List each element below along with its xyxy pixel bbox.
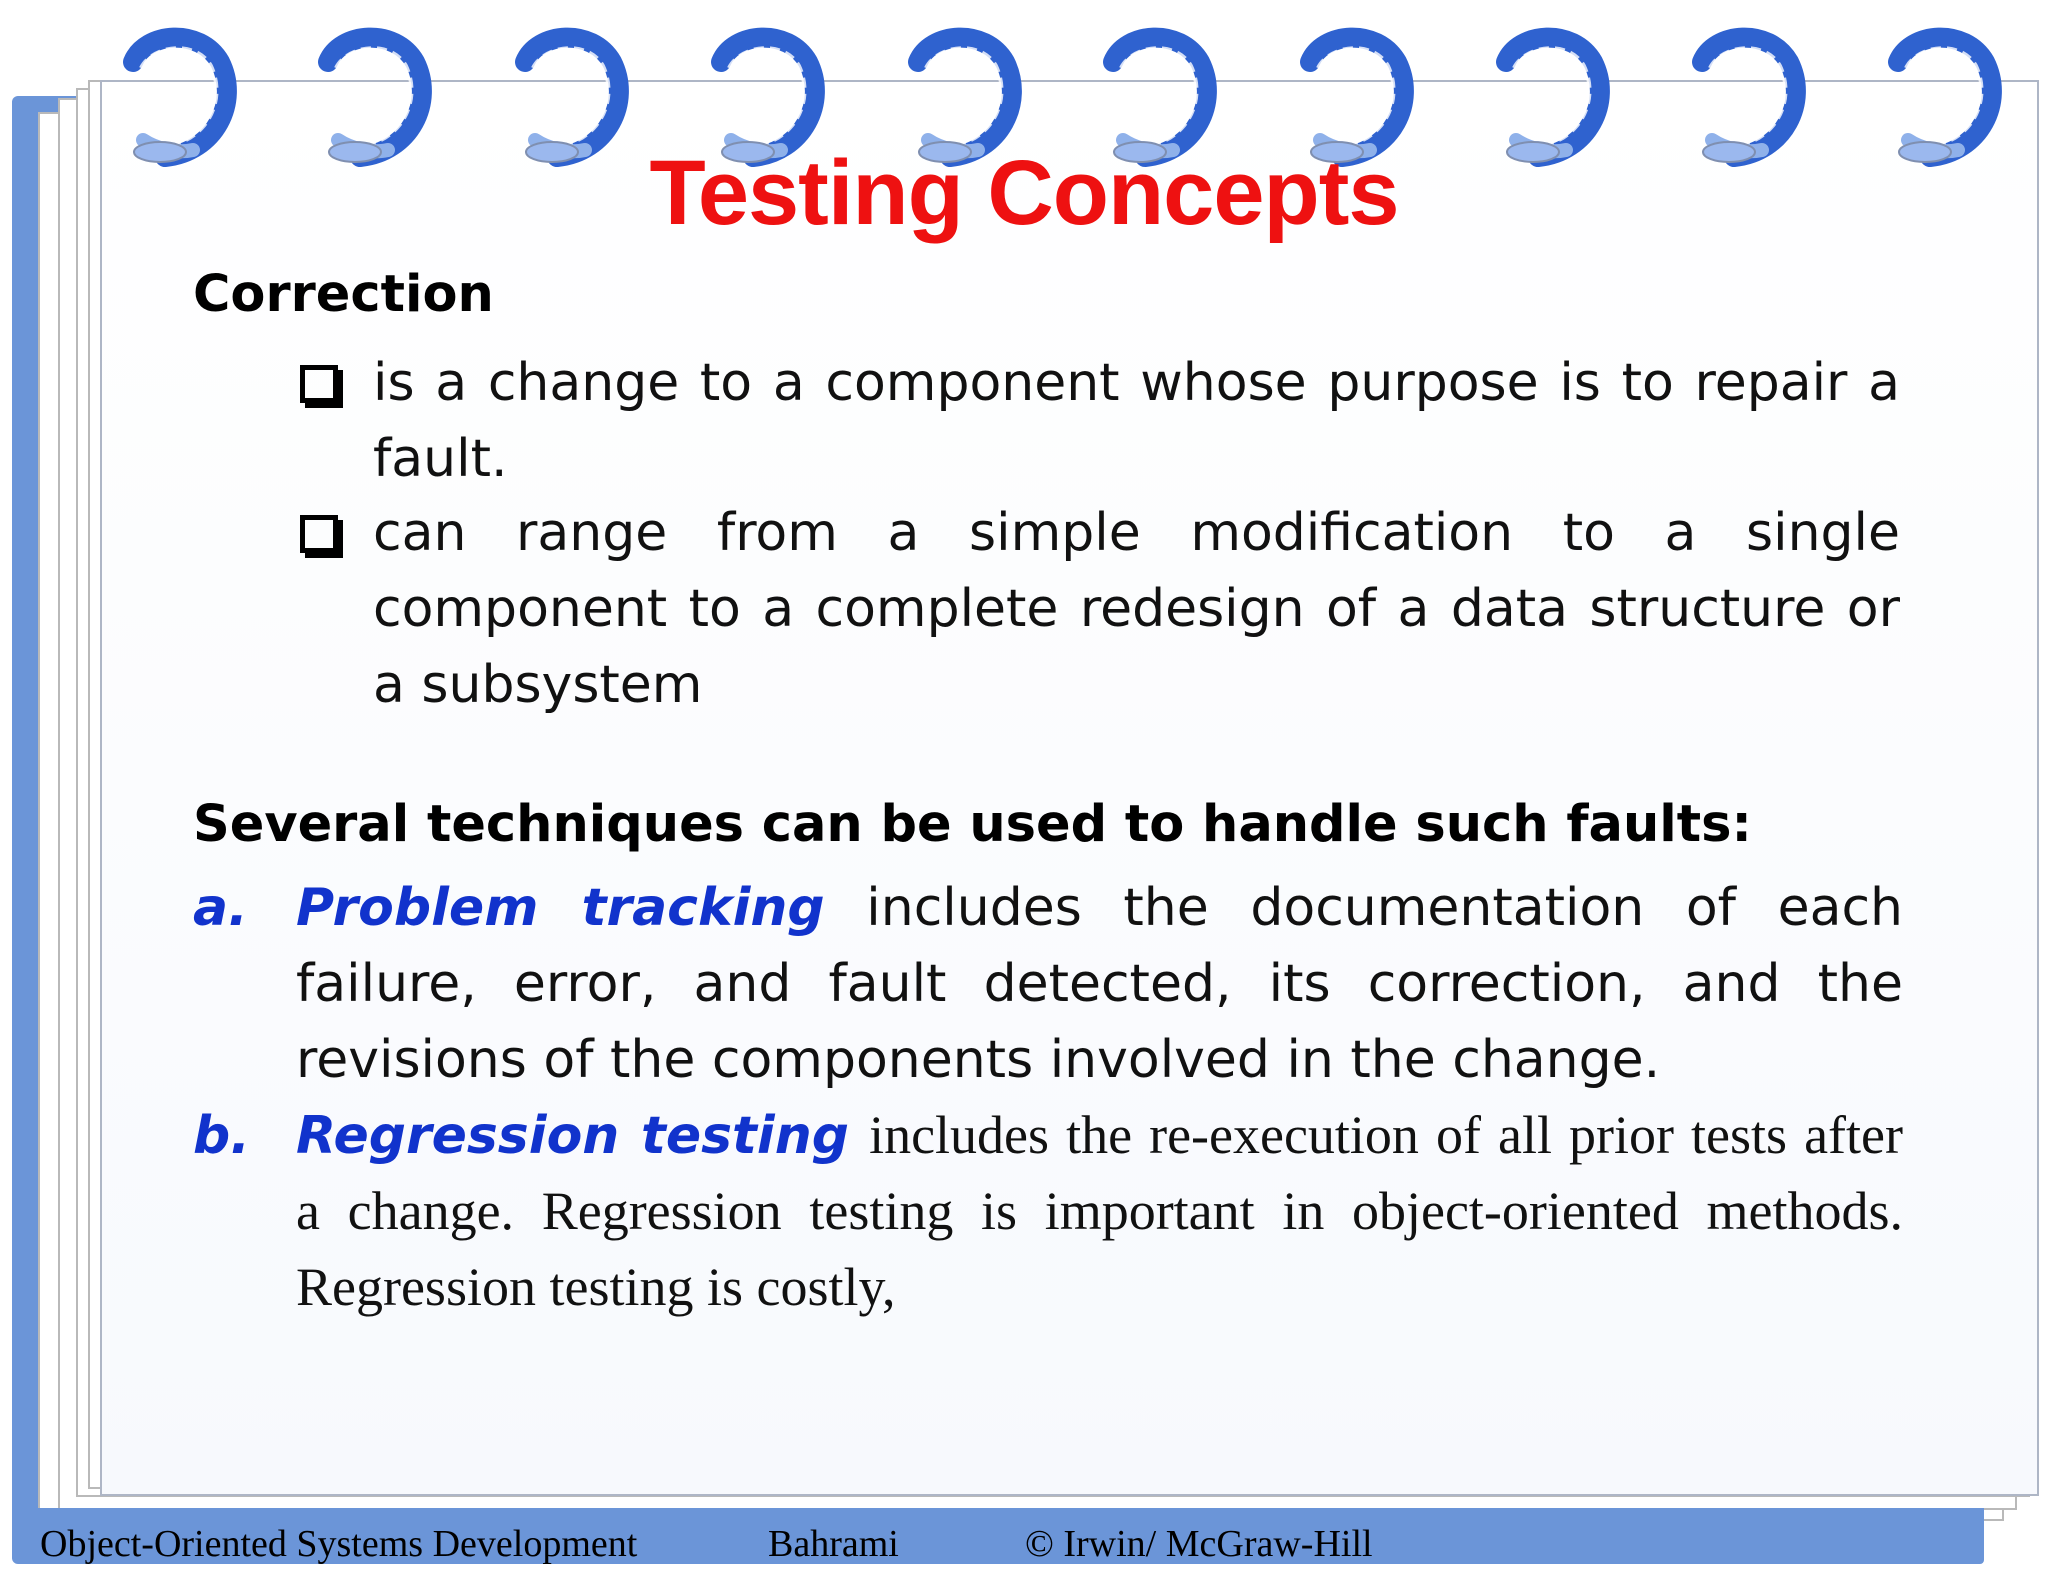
list-letter: b. [193, 1106, 250, 1166]
checkbox-bullet-icon [300, 365, 338, 403]
footer-course: Object-Oriented Systems Development [40, 1523, 638, 1565]
section-heading-correction: Correction [193, 265, 494, 324]
term-problem-tracking: Problem tracking [296, 878, 825, 938]
footer-publisher: © Irwin/ McGraw-Hill [1025, 1523, 1373, 1565]
item-description: includes the documentation of each failure, error, and fault detected, its correction, and the revisions of the components involved in the change. [296, 878, 1904, 1090]
slide-title: Testing Concepts [649, 142, 1399, 244]
list-item-text [296, 870, 1903, 1098]
section-heading-techniques: Several techniques can be used to handle such faults: [193, 795, 1752, 854]
list-item-text [296, 1098, 1903, 1326]
footer-author: Bahrami [768, 1523, 899, 1565]
list-letter: a. [193, 878, 248, 938]
bullet-text: is a change to a component whose purpose is to repair a fault. [373, 353, 1900, 489]
item-description: includes the re-execution of all prior tests after a change. Regression testing is important in object-oriented methods. Regression testing is costly, [296, 1105, 1903, 1317]
term-regression-testing: Regression testing [296, 1106, 849, 1166]
checkbox-bullet-icon [300, 515, 338, 553]
bullet-text: can range from a simple modification to a single component to a complete redesign of a data structure or a subsystem [373, 503, 1900, 715]
